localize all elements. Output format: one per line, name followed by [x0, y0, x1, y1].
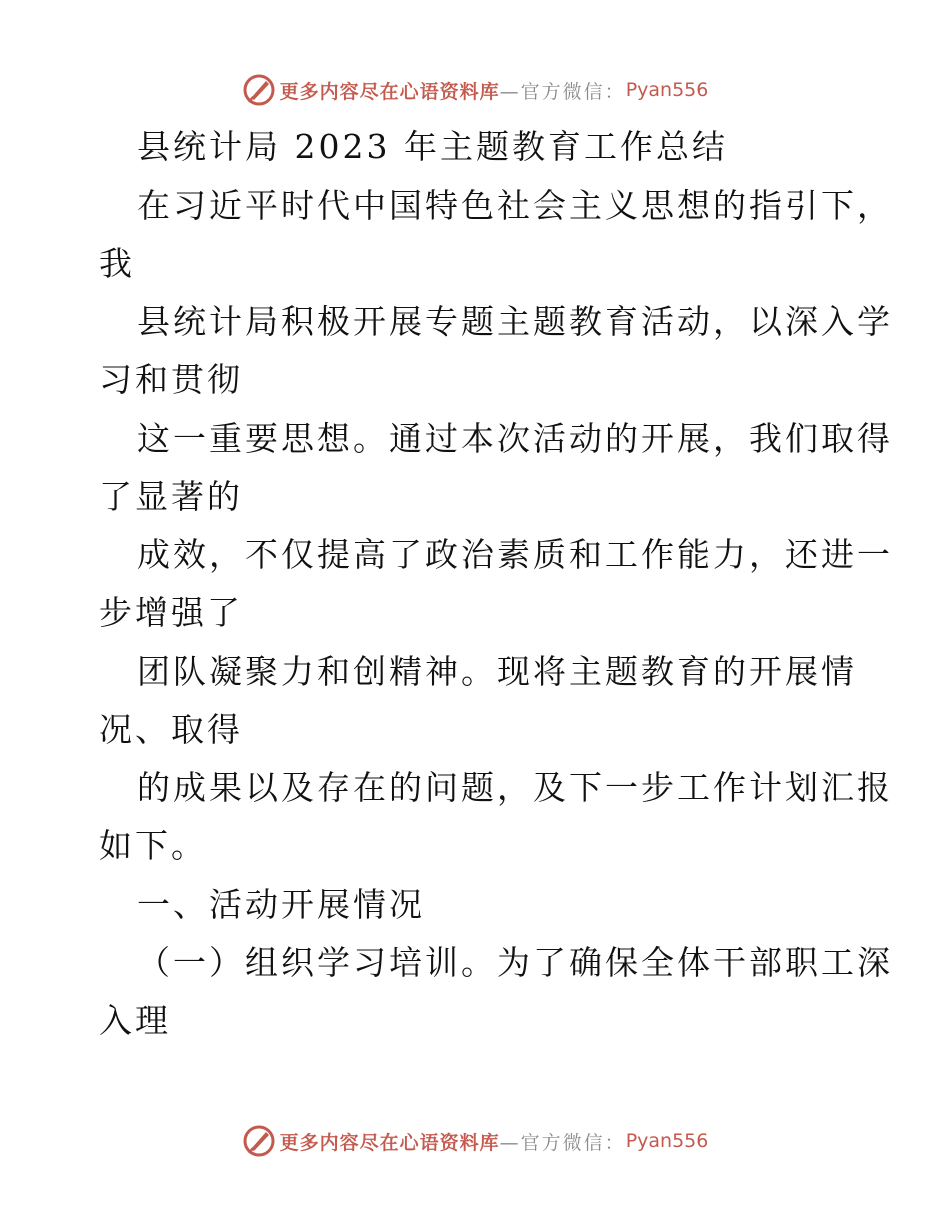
feather-pen-icon — [242, 1124, 276, 1158]
paragraph-line: 了显著的 — [99, 477, 243, 516]
paragraph-line: 步增强了 — [99, 593, 243, 632]
paragraph-line: 成效，不仅提高了政治素质和工作能力，还进一 — [137, 535, 893, 574]
paragraph-line: 团队凝聚力和创精神。现将主题教育的开展情 — [137, 652, 857, 691]
watermark-promo-text: 更多内容尽在心语资料库 — [279, 80, 500, 103]
paragraph-line: 况、取得 — [99, 710, 243, 749]
watermark-official-label: —官方微信： — [499, 1131, 626, 1154]
paragraph-line: 入理 — [99, 1001, 171, 1040]
paragraph-line: 如下。 — [99, 826, 207, 865]
document-title: 县统计局 2023 年主题教育工作总结 — [137, 127, 728, 166]
footer-watermark — [0, 1121, 950, 1161]
header-watermark — [0, 70, 950, 110]
paragraph-line: 我 — [99, 244, 135, 283]
paragraph-line: 习和贯彻 — [99, 360, 243, 399]
section-heading: 一、活动开展情况 — [137, 885, 425, 924]
paragraph-line: 这一重要思想。通过本次活动的开展，我们取得 — [137, 419, 893, 458]
paragraph-line: （一）组织学习培训。为了确保全体干部职工深 — [137, 943, 893, 982]
feather-pen-icon — [242, 73, 276, 107]
paragraph-line: 在习近平时代中国特色社会主义思想的指引下， — [137, 186, 893, 225]
watermark-official-label: —官方微信： — [499, 80, 626, 103]
watermark-promo-text: 更多内容尽在心语资料库 — [279, 1131, 500, 1154]
watermark-account: Pyan556 — [625, 1130, 709, 1152]
watermark-account: Pyan556 — [625, 79, 709, 101]
paragraph-line: 县统计局积极开展专题主题教育活动，以深入学 — [137, 302, 893, 341]
paragraph-line: 的成果以及存在的问题，及下一步工作计划汇报 — [137, 768, 893, 807]
